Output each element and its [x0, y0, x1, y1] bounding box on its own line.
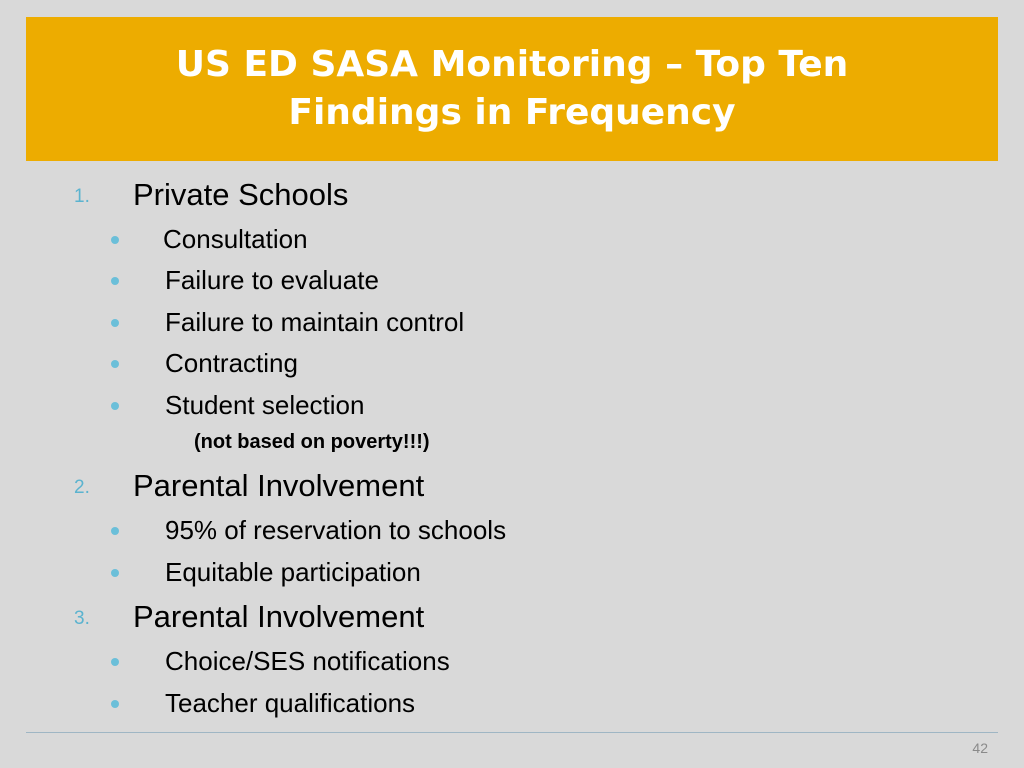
- finding-heading: Parental Involvement: [133, 599, 425, 634]
- list-item: 95% of reservation to schools: [165, 515, 507, 545]
- list-item: Equitable participation: [165, 557, 421, 587]
- list-number: 1.: [74, 186, 90, 207]
- bullet-icon: [111, 236, 119, 244]
- bullet-icon: [111, 700, 119, 708]
- bullet-icon: [111, 319, 119, 327]
- bullet-icon: [111, 569, 119, 577]
- list-item: Student selection: [165, 390, 365, 420]
- slide-title-line-1: US ED SASA Monitoring – Top Ten: [175, 44, 849, 85]
- list-item: Choice/SES notifications: [165, 646, 450, 676]
- page-number: 42: [972, 740, 988, 756]
- list-item: Consultation: [163, 224, 308, 254]
- bullet-icon: [111, 527, 119, 535]
- list-number: 2.: [74, 477, 90, 498]
- list-item: Failure to maintain control: [165, 307, 465, 337]
- list-item: Contracting: [165, 348, 298, 378]
- bullet-icon: [111, 658, 119, 666]
- finding-heading: Parental Involvement: [133, 468, 425, 503]
- bullet-icon: [111, 360, 119, 368]
- list-item: Failure to evaluate: [165, 265, 379, 295]
- slide-title-line-2: Findings in Frequency: [288, 92, 736, 133]
- list-number: 3.: [74, 608, 90, 629]
- bullet-icon: [111, 277, 119, 285]
- list-item: Teacher qualifications: [165, 688, 416, 718]
- footer-divider: [26, 732, 998, 733]
- finding-note: (not based on poverty!!!): [194, 431, 430, 453]
- finding-heading: Private Schools: [133, 177, 349, 212]
- bullet-icon: [111, 402, 119, 410]
